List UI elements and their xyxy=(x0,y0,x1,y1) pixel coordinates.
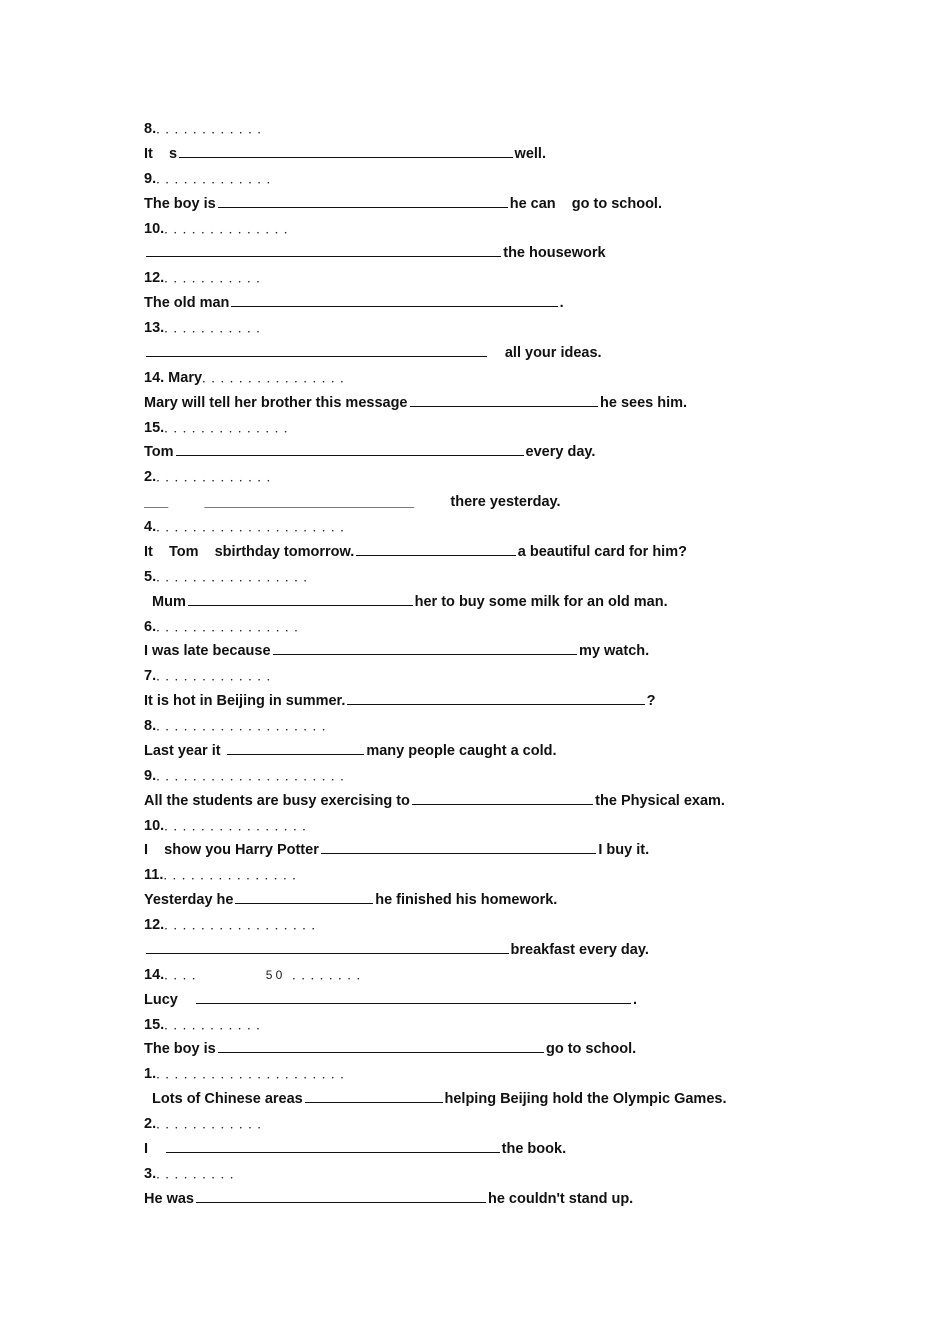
exercise-answer-line xyxy=(144,1187,844,1212)
exercise-prompt xyxy=(144,963,844,988)
answer-text-before: He was xyxy=(144,1190,194,1207)
answer-text-before: It is hot in Beijing in summer. xyxy=(144,693,346,710)
exercise-list xyxy=(144,117,844,1212)
answer-text-after: my watch. xyxy=(579,643,650,660)
exercise-number: 7. xyxy=(144,668,157,685)
answer-blank[interactable] xyxy=(412,790,593,805)
answer-text-after: a beautiful card for him? xyxy=(517,543,687,560)
exercise-prompt xyxy=(144,515,844,540)
exercise-prompt-text: ．．．．．．．．．．．．．． xyxy=(164,221,299,236)
exercise-number: 13. xyxy=(144,320,165,336)
exercise-number: 11. xyxy=(144,867,164,884)
answer-blank[interactable] xyxy=(166,1138,500,1153)
answer-blank[interactable] xyxy=(235,889,373,904)
exercise-number: 8. xyxy=(144,121,157,137)
answer-text-before: Tom xyxy=(144,444,174,461)
answer-blank[interactable] xyxy=(410,392,599,407)
answer-blank[interactable] xyxy=(231,292,557,307)
answer-text-after: the housework xyxy=(503,245,606,262)
exercise-prompt-text: ．．．．．．．．．．．．．．．． xyxy=(156,619,310,634)
exercise-prompt xyxy=(144,217,844,242)
exercise-number: 5. xyxy=(144,568,157,585)
answer-blank[interactable] xyxy=(146,342,487,357)
answer-text-after: he can go to school. xyxy=(509,195,662,212)
exercise-answer-line xyxy=(144,1037,844,1062)
exercise-prompt xyxy=(144,465,844,490)
answer-text-after: all your ideas. xyxy=(488,344,602,361)
exercise-prompt-text: ．．．．．．．．．．． xyxy=(164,321,272,335)
exercise-prompt-text: ．．．．．．．．．．．．．．．． xyxy=(164,818,318,833)
answer-text-before: Lots of Chinese areas xyxy=(144,1091,303,1108)
exercise-answer-line xyxy=(144,888,844,913)
answer-text-before: Mum xyxy=(144,593,186,610)
answer-text-before: Lucy xyxy=(144,991,194,1008)
answer-blank[interactable] xyxy=(146,242,501,257)
exercise-number: 14. Mary xyxy=(144,369,203,386)
answer-blank[interactable] xyxy=(356,541,516,556)
exercise-prompt-text: ．．．．．．．．．．．．． xyxy=(156,171,282,186)
exercise-answer-line xyxy=(144,291,844,316)
exercise-number: 3. xyxy=(144,1165,157,1182)
exercise-answer-line xyxy=(144,938,844,963)
exercise-prompt xyxy=(144,565,844,590)
exercise-prompt-text: ．．．．．．．．．．．．．．．．．．． xyxy=(156,719,337,733)
answer-text-before: The old man xyxy=(144,295,230,312)
exercise-prompt xyxy=(144,615,844,640)
exercise-prompt-text: ．．．．．．．．．．． xyxy=(164,1017,272,1032)
exercise-number: 14. xyxy=(144,966,165,983)
answer-text-after: well. xyxy=(514,145,546,162)
answer-text-before: Last year it xyxy=(144,742,225,759)
answer-blank[interactable] xyxy=(218,193,508,208)
exercise-answer-line xyxy=(144,838,844,863)
exercise-prompt xyxy=(144,714,844,739)
exercise-answer-line xyxy=(144,1137,844,1162)
exercise-answer-line xyxy=(144,192,844,217)
answer-text-after: ? xyxy=(646,693,656,710)
answer-blank[interactable] xyxy=(347,690,644,705)
answer-blank[interactable] xyxy=(179,143,513,158)
answer-text-after: he sees him. xyxy=(600,394,688,411)
answer-blank[interactable] xyxy=(321,839,597,854)
exercise-answer-line xyxy=(144,739,844,764)
answer-text-before: Mary will tell her brother this message xyxy=(144,394,408,411)
answer-text-after: many people caught a cold. xyxy=(366,742,557,759)
answer-text-after: helping Beijing hold the Olympic Games. xyxy=(444,1091,727,1108)
answer-text-before: ___ __________________________ xyxy=(144,494,415,511)
exercise-answer-line xyxy=(144,341,844,366)
answer-text-after: I buy it. xyxy=(598,842,650,859)
exercise-answer-line xyxy=(144,241,844,266)
answer-text-before: I xyxy=(144,1140,165,1157)
answer-text-after: . xyxy=(632,991,637,1008)
exercise-prompt-text: ．．．．．．．．．．．．．．．．． xyxy=(156,569,319,584)
exercise-prompt-text: ．．．．．．．．．．．．．．． xyxy=(163,868,308,883)
exercise-number: 8. xyxy=(144,718,157,734)
exercise-prompt xyxy=(144,814,844,839)
exercise-number: 15. xyxy=(144,419,165,436)
exercise-answer-line xyxy=(144,639,844,664)
exercise-prompt-text: ．．．．．．．．．．．． xyxy=(156,1117,273,1131)
exercise-prompt-text: ．．．．．．．．．．．．． xyxy=(156,669,282,684)
answer-text-after: the book. xyxy=(501,1140,567,1157)
answer-text-before: Yesterday he xyxy=(144,892,234,909)
answer-blank[interactable] xyxy=(218,1038,544,1053)
exercise-prompt xyxy=(144,1013,844,1038)
exercise-answer-line xyxy=(144,988,844,1013)
exercise-number: 12. xyxy=(144,270,165,287)
exercise-prompt xyxy=(144,366,844,391)
answer-blank[interactable] xyxy=(305,1088,443,1103)
answer-text-after: he couldn't stand up. xyxy=(487,1190,634,1207)
answer-text-after: every day. xyxy=(525,444,596,461)
exercise-prompt xyxy=(144,764,844,789)
answer-text-before: I show you Harry Potter xyxy=(144,842,319,859)
exercise-number: 10. xyxy=(144,220,165,237)
exercise-number: 9. xyxy=(144,170,157,187)
exercise-prompt-text: ．．．．．．．．．．．．． xyxy=(156,470,282,485)
exercise-number: 2. xyxy=(144,469,157,486)
answer-blank[interactable] xyxy=(188,591,413,606)
exercise-answer-line xyxy=(144,789,844,814)
answer-blank[interactable] xyxy=(146,939,509,954)
answer-blank[interactable] xyxy=(227,740,365,755)
answer-text-before: It s xyxy=(144,145,178,162)
answer-blank[interactable] xyxy=(273,640,578,655)
answer-text-after: . xyxy=(559,295,564,312)
exercise-prompt xyxy=(144,117,844,142)
answer-text-after: breakfast every day. xyxy=(510,941,649,958)
exercise-answer-line xyxy=(144,440,844,465)
exercise-prompt xyxy=(144,1062,844,1087)
exercise-prompt-text: ．．．．．．．．． xyxy=(156,1166,245,1181)
exercise-answer-line xyxy=(144,540,844,565)
exercise-number: 2. xyxy=(144,1116,157,1132)
answer-text-after: there yesterday. xyxy=(414,494,561,511)
exercise-prompt xyxy=(144,1162,844,1187)
answer-text-before: It Tom sbirthday tomorrow. xyxy=(144,543,355,560)
exercise-answer-line xyxy=(144,391,844,416)
exercise-answer-line xyxy=(144,490,844,515)
exercise-answer-line xyxy=(144,1087,844,1112)
answer-blank[interactable] xyxy=(176,441,524,456)
exercise-prompt xyxy=(144,913,844,938)
exercise-prompt-text: ．．．．．．．．．．． xyxy=(164,271,272,286)
answer-text-after: he finished his homework. xyxy=(375,892,558,909)
answer-text-before: All the students are busy exercising to xyxy=(144,792,410,809)
answer-text-before: The boy is xyxy=(144,1041,216,1058)
exercise-prompt xyxy=(144,316,844,341)
exercise-number: 15. xyxy=(144,1016,165,1033)
answer-text-after: go to school. xyxy=(545,1041,637,1058)
exercise-prompt-text: ．．．．．．．．．．．． xyxy=(156,122,273,136)
exercise-answer-line xyxy=(144,142,844,167)
answer-text-before: I was late because xyxy=(144,643,271,660)
answer-text-after: her to buy some milk for an old man. xyxy=(414,593,668,610)
answer-blank[interactable] xyxy=(196,989,631,1004)
answer-text-before: The boy is xyxy=(144,195,216,212)
exercise-prompt-text: ．．．．．．．．．．．．．．．．．．．．． xyxy=(156,768,356,783)
exercise-prompt xyxy=(144,1112,844,1137)
answer-blank[interactable] xyxy=(196,1188,486,1203)
exercise-prompt-text: ．．．．．．．．．．．．．．．． xyxy=(202,370,356,385)
exercise-answer-line xyxy=(144,689,844,714)
exercise-prompt xyxy=(144,863,844,888)
exercise-number: 4. xyxy=(144,519,157,535)
exercise-number: 10. xyxy=(144,817,165,834)
exercise-number: 1. xyxy=(144,1066,157,1083)
exercise-prompt-text: ．．．．．．．．．．．．．．．．． xyxy=(164,918,327,932)
exercise-prompt-text: ．．．． 50 ．．．．．．．． xyxy=(164,967,372,982)
exercise-number: 6. xyxy=(144,618,157,635)
answer-text-after: the Physical exam. xyxy=(595,792,725,809)
exercise-prompt xyxy=(144,167,844,192)
exercise-number: 9. xyxy=(144,767,157,784)
exercise-prompt-text: ．．．．．．．．．．．．．．．．．．．．． xyxy=(156,1067,356,1082)
exercise-prompt xyxy=(144,664,844,689)
exercise-answer-line xyxy=(144,590,844,615)
exercise-number: 12. xyxy=(144,917,165,933)
exercise-prompt xyxy=(144,416,844,441)
exercise-prompt xyxy=(144,266,844,291)
exercise-prompt-text: ．．．．．．．．．．．．．．．．．．．．． xyxy=(156,520,356,534)
exercise-prompt-text: ．．．．．．．．．．．．．． xyxy=(164,420,299,435)
